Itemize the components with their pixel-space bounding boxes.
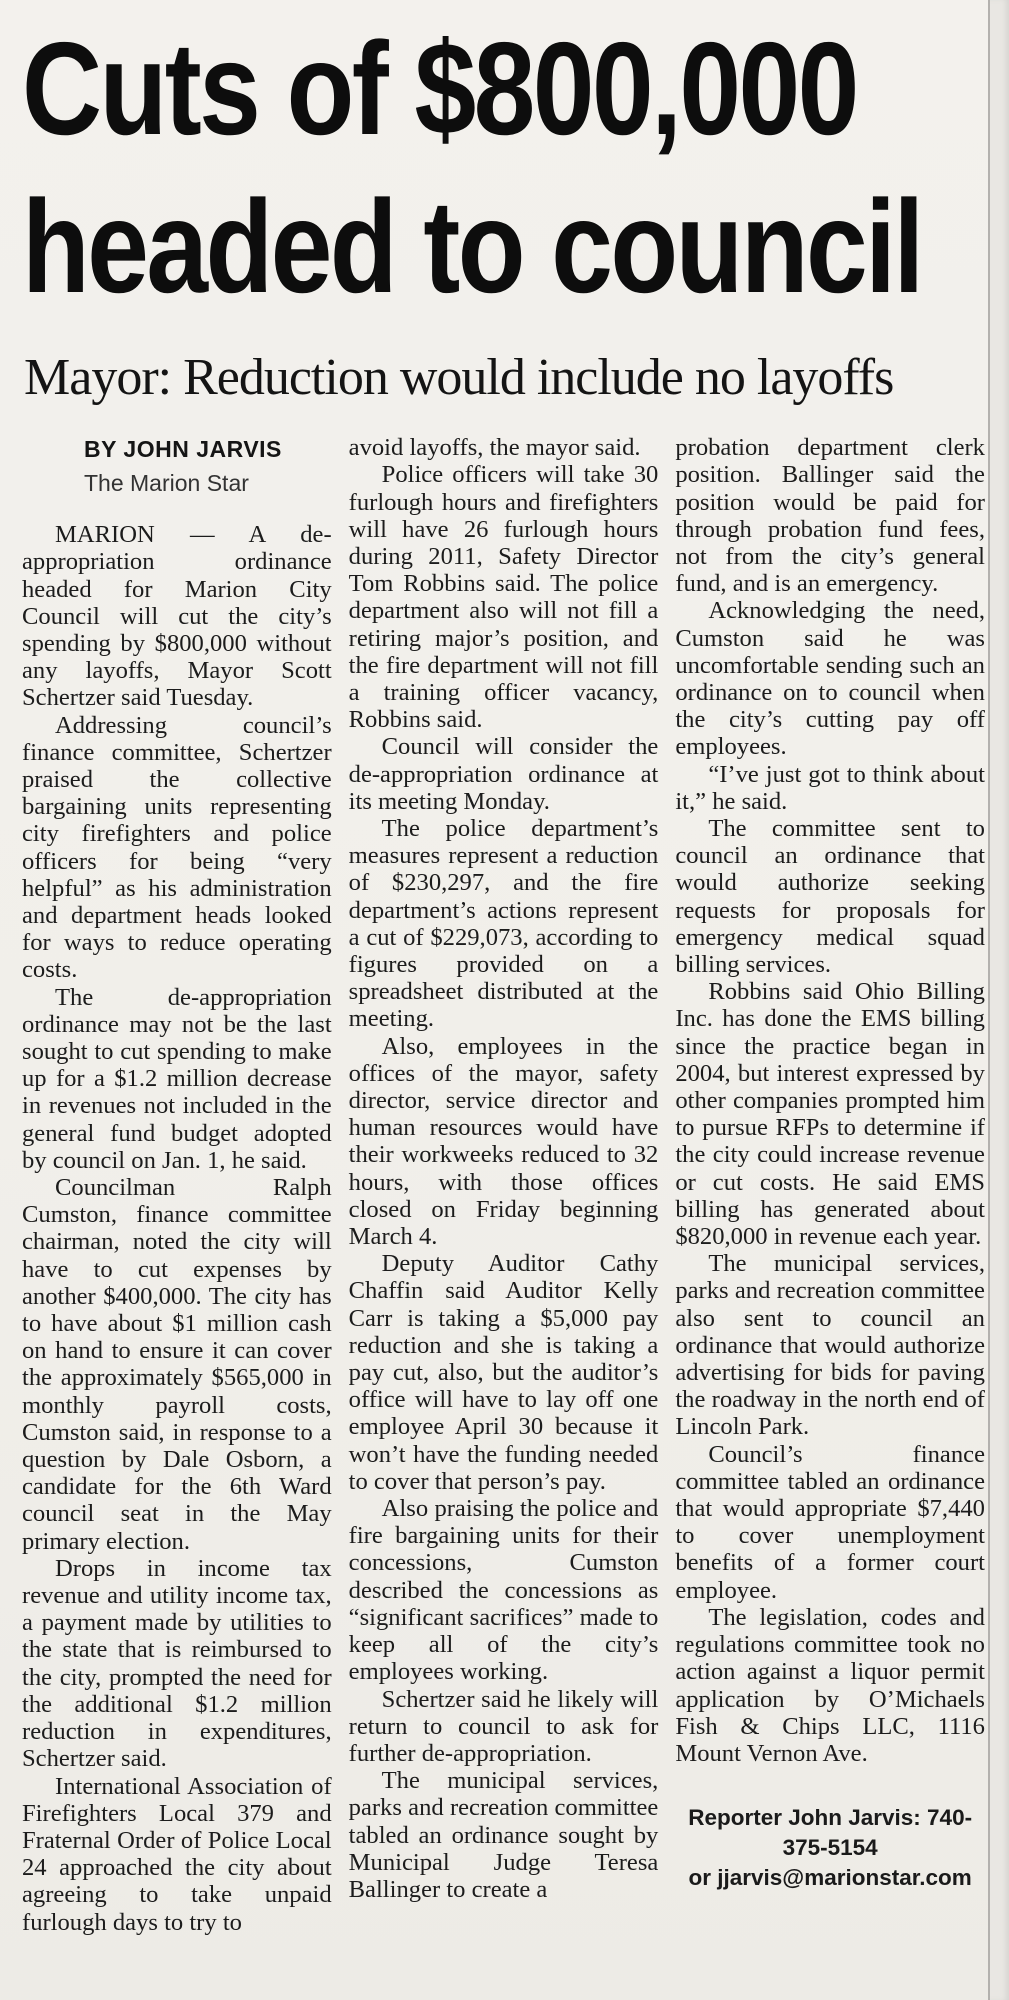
paragraph: probation department clerk position. Ballinger said the position would be paid for through probation fund fees, not from the city’s general fund, and is an emergency.: [675, 434, 985, 598]
paragraph: The committee sent to council an ordinance that would authorize seeking requests for proposals for emergency medical squad billing services.: [675, 815, 985, 979]
paragraph: Acknowledging the need, Cumston said he was uncomfortable sending such an ordinance on to council when the city’s cutting pay off employees.: [675, 597, 985, 761]
headline-line-1: Cuts of $800,000: [22, 15, 857, 162]
paragraph: Schertzer said he likely will return to council to ask for further de-appropriation.: [348, 1685, 659, 1767]
column-1: [22, 434, 332, 1936]
paragraph: The legislation, codes and regulations committee took no action against a liquor permit application by O’Michaels Fish & Chips LLC, 1116 Mount Vernon Ave.: [675, 1603, 985, 1767]
byline-organization: The Marion Star: [84, 470, 249, 497]
column-3: [675, 434, 985, 1936]
paragraph: “I’ve just got to think about it,” he said.: [675, 760, 985, 815]
paragraph: The municipal services, parks and recreation committee tabled an ordinance sought by Municipal Judge Teresa Ballinger to create a: [348, 1767, 659, 1903]
paragraph: Deputy Auditor Cathy Chaffin said Auditor Kelly Carr is taking a $5,000 pay reduction and she is taking a pay cut, also, but the auditor’s office will have to lay off one employee April 30 because it won’t have the funding needed to cover that person’s pay.: [348, 1250, 659, 1495]
paragraph: Also praising the police and fire bargaining units for their concessions, Cumston described the concessions as “significant sacrifices” made to keep all of the city’s employees working.: [348, 1495, 659, 1686]
paragraph: Addressing council’s finance committee, Schertzer praised the collective bargaining units representing city firefighters and police officers for being “very helpful” as his administration and department heads looked for ways to reduce operating costs.: [22, 711, 332, 984]
paragraph: avoid layoffs, the mayor said.: [348, 434, 641, 462]
headline-line-2: headed to council: [22, 173, 922, 320]
paragraph: Robbins said Ohio Billing Inc. has done the EMS billing since the practice began in 2004, but interest expressed by other companies prompted him to pursue RFPs to determine if the city could increase revenue or cut costs. He said EMS billing has generated about $820,000 in revenue each year.: [675, 978, 985, 1251]
column-2: [349, 434, 659, 1936]
paragraph: MARION — A de-appropriation ordinance headed for Marion City Council will cut the city’s spending by $800,000 without any layoffs, Mayor Scott Schertzer said Tuesday.: [22, 521, 332, 712]
paragraph: Council will consider the de-appropriation ordinance at its meeting Monday.: [348, 733, 659, 815]
paragraph: Councilman Ralph Cumston, finance committee chairman, noted the city will have to cut expenses by another $400,000. The city has to have about $1 million cash on hand to ensure it can cover the approximately $565,000 in monthly payroll costs, Cumston said, in response to a question by Dale Osborn, a candidate for the 6th Ward council seat in the May primary election.: [22, 1174, 332, 1555]
paragraph: Drops in income tax revenue and utility income tax, a payment made by utilities to the state that is reimbursed to the city, prompted the need for the additional $1.2 million reduction in expenditures, Schertzer said.: [22, 1554, 332, 1773]
paragraph: The police department’s measures represent a reduction of $230,297, and the fire department’s actions represent a cut of $229,073, according to figures provided on a spreadsheet distributed at the meeting.: [348, 815, 659, 1033]
column-2-paragraphs: [349, 434, 659, 1903]
paragraph: Also, employees in the offices of the mayor, safety director, service director and human resources would have their workweeks reduced to 32 hours, with those offices closed on Friday beginning March 4.: [348, 1032, 659, 1251]
paragraph: The de-appropriation ordinance may not be the last sought to cut spending to make up for a $1.2 million decrease in revenues not included in the general fund budget adopted by council on Jan. 1, he said.: [22, 983, 332, 1174]
column-1-paragraphs: [22, 521, 332, 1936]
byline-block: [22, 436, 332, 497]
byline-author: BY JOHN JARVIS: [84, 436, 282, 463]
article-body: [22, 434, 985, 1936]
paragraph: Council’s finance committee tabled an ordinance that would appropriate $7,440 to cover unemployment benefits of a former court employee.: [675, 1440, 985, 1604]
subhead: Mayor: Reduction would include no layoffs: [24, 349, 894, 406]
page-edge-strip: [988, 0, 1009, 2000]
reporter-contact-line-2: or jjarvis@marionstar.com: [688, 1865, 972, 1891]
paragraph: Police officers will take 30 furlough hours and firefighters will have 26 furlough hours during 2011, Safety Director Tom Robbins said. The police department also will not fill a retiring major’s position, and the fire department will not fill a training officer vacancy, Robbins said.: [348, 461, 659, 734]
reporter-contact-line-1: Reporter John Jarvis: 740-375-5154: [688, 1805, 973, 1861]
paragraph: The municipal services, parks and recreation committee also sent to council an ordinance that would authorize advertising for bids for paving the roadway in the north end of Lincoln Park.: [675, 1250, 985, 1441]
column-3-paragraphs: [675, 434, 985, 1767]
paragraph: International Association of Firefighters Local 379 and Fraternal Order of Police Local 24 approached the city about agreeing to take unpaid furlough days to try to: [22, 1772, 332, 1936]
reporter-contact: [675, 1803, 985, 1893]
headline: [22, 10, 922, 326]
